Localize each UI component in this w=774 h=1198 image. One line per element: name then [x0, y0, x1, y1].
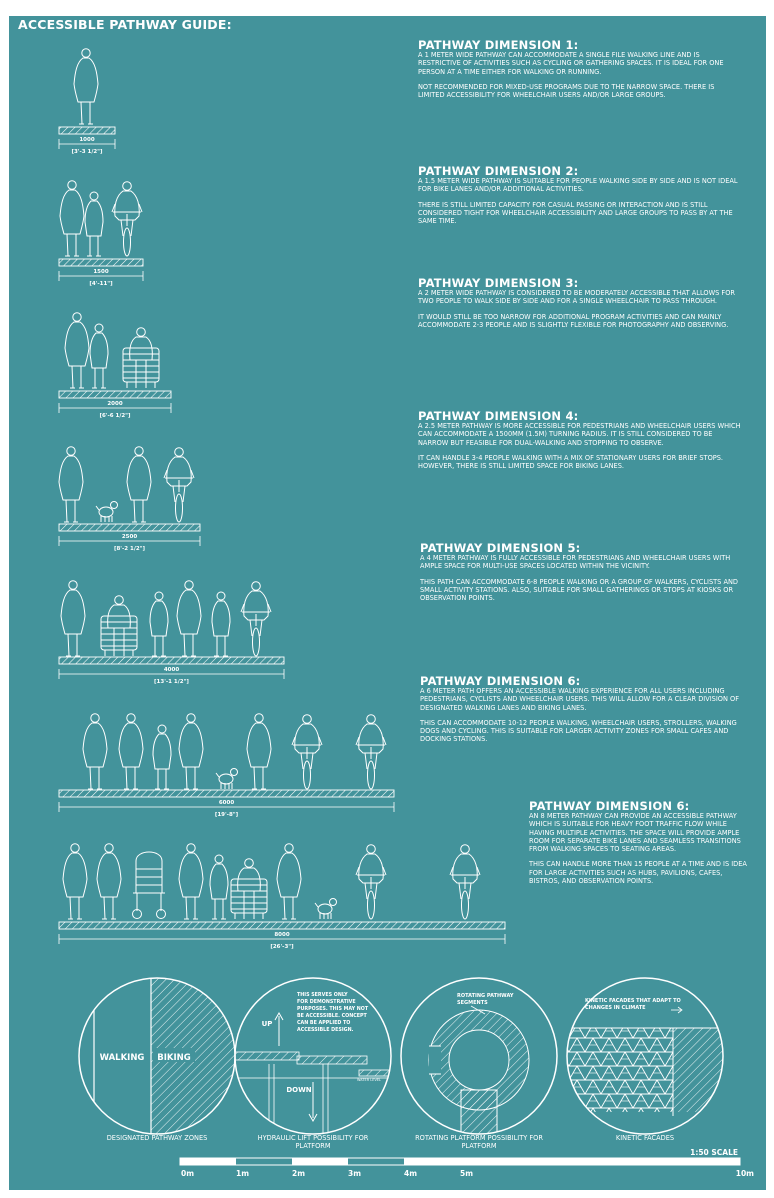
scale-tick: 10m	[735, 1169, 754, 1178]
pedestrian-figure	[179, 844, 203, 919]
section-paragraph: A 6 METER PATH OFFERS AN ACCESSIBLE WALKING EXPERIENCE FOR ALL USERS INCLUDING PEDESTRIANS, CYCLISTS AND WHEELCHAIR USERS. THIS WILL ALLOW FOR A CLEAR DIVISION OF DESIGNATED WALKING LANES AND BIKING LANES.	[420, 687, 740, 712]
scale-tick: 1m	[236, 1169, 250, 1178]
lift-note-line: CAN BE APPLIED TO	[297, 1021, 351, 1026]
pedestrian-figure	[150, 592, 168, 656]
biking-zone-label: BIKING	[157, 1053, 191, 1063]
dimension-mm-label: 2000	[107, 401, 123, 407]
circle-kinetic-facades	[565, 978, 733, 1134]
ground-slab	[59, 259, 143, 266]
stroller-figure	[133, 852, 166, 919]
caption-hydraulic-lift: HYDRAULIC LIFT POSSIBILITY FOR PLATFORM	[257, 1134, 369, 1150]
scale-label: 1:50 SCALE	[690, 1148, 738, 1157]
section-heading: PATHWAY DIMENSION 2:	[418, 164, 579, 178]
section-heading: PATHWAY DIMENSION 6:	[529, 799, 690, 813]
section-paragraph: THIS CAN ACCOMMODATE 10-12 PEOPLE WALKING, WHEELCHAIR USERS, STROLLERS, WALKING DOGS AND CYCLING. THIS IS SUITABLE FOR LARGER ACTIVITY ZONES FOR SMALL CAFES AND DOCKING STATIONS.	[420, 718, 737, 744]
lift-note-line: PURPOSES. THIS MAY NOT	[297, 1007, 369, 1012]
lift-note-line: BE ACCESSIBLE. CONCEPT	[297, 1014, 367, 1019]
caption-pathway-zones: DESIGNATED PATHWAY ZONES	[106, 1134, 208, 1142]
figures	[59, 49, 480, 919]
lift-note-line: THIS SERVES ONLY	[297, 993, 348, 998]
kinetic-note-line: KINETIC FACADES THAT ADAPT TO	[585, 998, 681, 1004]
lift-note-line: FOR DEMONSTRATIVE	[297, 1000, 356, 1005]
circle-pathway-zones	[79, 976, 241, 1136]
pedestrian-figure	[97, 844, 121, 919]
cyclist-figure	[450, 845, 480, 919]
cyclist-figure	[241, 582, 271, 656]
section-dimension-4	[418, 410, 743, 477]
ground-slab	[59, 790, 394, 797]
section-paragraph: THIS PATH CAN ACCOMMODATE 6-8 PEOPLE WALKING OR A GROUP OF WALKERS, CYCLISTS AND SMALL ACTIVITY STATIONS. ALSO, SUITABLE FOR SMALL GATHERINGS OR STOPS AT KIOSKS OR OBSERVATION POINTS.	[420, 577, 738, 603]
dimension-mm-label: 4000	[163, 667, 180, 673]
scale-tick: 2m	[292, 1169, 306, 1178]
pedestrian-figure	[61, 581, 85, 656]
dimension-imperial-label: [19'-8"]	[214, 812, 239, 818]
wheelchair-user-figure	[123, 328, 159, 388]
pedestrian-figure	[247, 714, 271, 789]
section-heading: PATHWAY DIMENSION 4:	[418, 409, 579, 423]
lift-up-label: UP	[261, 1020, 273, 1028]
pedestrian-figure	[85, 192, 103, 256]
caption-rotating-platform: ROTATING PLATFORM POSSIBILITY FOR PLATFORM	[415, 1134, 543, 1150]
section-dimension-3	[418, 277, 743, 336]
section-dimension-1	[418, 39, 743, 106]
water-level-label: WATER LEVEL	[357, 1078, 382, 1082]
poster-title: ACCESSIBLE PATHWAY GUIDE:	[18, 17, 232, 32]
pedestrian-figure	[210, 855, 228, 919]
section-paragraph: THIS CAN HANDLE MORE THAN 15 PEOPLE AT A TIME AND IS IDEA FOR LARGE ACTIVITIES SUCH AS HUBS, PAVILIONS, CAFES, BISTROS, AND OBSERVATION POINTS.	[529, 860, 747, 886]
circle-hydraulic-lift	[235, 978, 399, 1136]
ground-slab	[59, 127, 115, 134]
dimension-imperial-label: [13'-1 1/2"]	[154, 679, 189, 685]
dog-figure	[216, 769, 238, 790]
pedestrian-figure	[63, 844, 87, 919]
pedestrian-figure	[177, 581, 201, 656]
cyclist-figure	[356, 715, 386, 789]
dimension-mm-label: 8000	[274, 932, 290, 938]
cyclist-figure	[356, 845, 386, 919]
section-paragraph: A 1.5 METER WIDE PATHWAY IS SUITABLE FOR PEOPLE WALKING SIDE BY SIDE AND IS NOT IDEAL FOR BIKE LANES AND/OR ADDITIONAL ACTIVITIES.	[418, 177, 738, 194]
pedestrian-figure	[74, 49, 98, 124]
cyclist-figure	[292, 715, 322, 789]
section-heading: PATHWAY DIMENSION 5:	[420, 541, 581, 555]
section-heading: PATHWAY DIMENSION 1:	[418, 38, 579, 52]
ground-slab	[59, 391, 171, 398]
ground-slab	[59, 922, 505, 929]
kinetic-note-line: CHANGES IN CLIMATE	[585, 1005, 646, 1011]
pedestrian-figure	[127, 447, 151, 522]
lift-note-line: ACCESSIBLE DESIGN.	[297, 1028, 354, 1033]
pedestrian-figure	[59, 447, 83, 522]
ground-slab	[59, 657, 284, 664]
dog-figure	[315, 899, 337, 920]
pedestrian-figure	[277, 844, 301, 919]
section-paragraph: A 2.5 METER PATHWAY IS MORE ACCESSIBLE FOR PEDESTRIANS AND WHEELCHAIR USERS WHICH CAN ACCOMMODATE A 1500MM (1.5M) TURNING RADIUS. IT IS STILL CONSIDERED TO BE NARROW BUT FEASIBLE FOR DUAL-WALKING AND STOPPING TO OBSERVE.	[418, 422, 741, 447]
dimension-imperial-label: [8'-2 1/2"]	[113, 546, 146, 552]
poster-board	[9, 16, 766, 1190]
ground-slabs	[59, 127, 505, 929]
pedestrian-figure	[65, 313, 89, 388]
caption-kinetic-facades: KINETIC FACADES	[615, 1134, 675, 1142]
section-paragraph: AN 8 METER PATHWAY CAN PROVIDE AN ACCESSIBLE PATHWAY WHICH IS SUITABLE FOR HEAVY FOOT TRAFFIC FLOW WHILE HAVING MULTIPLE ACTIVITIES. THE SPACE WILL PROVIDE AMPLE ROOM FOR SEPARATE BIKE LANES AND SEAMLESS TRANSITIONS FROM WALKING SPACES TO SEATING AREAS.	[529, 812, 741, 854]
scale-tick: 5m	[460, 1169, 474, 1178]
section-paragraph: IT CAN HANDLE 3-4 PEOPLE WALKING WITH A MIX OF STATIONARY USERS FOR BRIEF STOPS. HOWEVER, THERE IS STILL LIMITED SPACE FOR BIKING LANES.	[418, 453, 724, 471]
section-paragraph: IT WOULD STILL BE TOO NARROW FOR ADDITIONAL PROGRAM ACTIVITIES AND CAN MAINLY ACCOMMODATE 2-3 PEOPLE AND IS SLIGHTLY FLEXIBLE FOR PHOTOGRAPHY AND OBSERVING.	[418, 312, 729, 329]
section-paragraph: THERE IS STILL LIMITED CAPACITY FOR CASUAL PASSING OR INTERACTION AND IS STILL CONSIDERED TIGHT FOR WHEELCHAIR ACCESSIBILITY AND LARGE GROUPS TO PASS BY AT THE SAME TIME.	[418, 200, 733, 226]
circle-rotating-platform	[401, 978, 557, 1140]
section-dimension-2	[418, 165, 743, 232]
ground-slab	[59, 524, 200, 531]
scale-bar	[180, 1148, 754, 1178]
pedestrian-figure	[179, 714, 203, 789]
section-dimension-6	[420, 675, 745, 751]
pedestrian-figure	[119, 714, 143, 789]
rotating-note-line: ROTATING PATHWAY	[457, 993, 514, 999]
dimension-mm-label: 1000	[79, 137, 95, 143]
section-dimension-8	[529, 800, 754, 892]
lift-down-label: DOWN	[286, 1086, 312, 1094]
cyclist-figure	[112, 182, 142, 256]
cyclist-figure	[164, 448, 194, 522]
scale-tick: 3m	[348, 1169, 362, 1178]
pedestrian-figure	[60, 181, 84, 256]
dimension-mm-label: 6000	[218, 800, 235, 806]
scale-tick: 4m	[404, 1169, 418, 1178]
pedestrian-figure	[153, 725, 171, 789]
pedestrian-figure	[83, 714, 107, 789]
section-heading: PATHWAY DIMENSION 6:	[420, 674, 581, 688]
section-paragraph: A 1 METER WIDE PATHWAY CAN ACCOMMODATE A SINGLE FILE WALKING LINE AND IS RESTRICTIVE OF ACTIVITIES SUCH AS CYCLING OR GATHERING SPACES. IT IS IDEAL FOR ONE PERSON AT A TIME EITHER FOR WALKING OR RUNNING.	[418, 51, 724, 76]
wheelchair-user-figure	[101, 596, 137, 656]
scale-tick: 0m	[181, 1169, 195, 1178]
dog-figure	[96, 502, 118, 523]
section-paragraph: NOT RECOMMENDED FOR MIXED-USE PROGRAMS DUE TO THE NARROW SPACE. THERE IS LIMITED ACCESSIBILITY FOR WHEELCHAIR USERS AND/OR LARGE GROUPS.	[418, 82, 715, 100]
wheelchair-user-figure	[231, 859, 267, 919]
rotating-note-line: SEGMENTS	[457, 1000, 488, 1006]
dimension-mm-label: 1500	[93, 269, 109, 275]
dimension-imperial-label: [26'-3"]	[270, 944, 294, 950]
dimension-imperial-label: [3'-3 1/2"]	[71, 149, 103, 155]
dimension-mm-label: 2500	[121, 534, 138, 540]
section-dimension-5	[420, 542, 745, 609]
walking-zone-label: WALKING	[99, 1053, 145, 1063]
pedestrian-figure	[212, 592, 230, 656]
section-heading: PATHWAY DIMENSION 3:	[418, 276, 579, 290]
section-paragraph: A 2 METER WIDE PATHWAY IS CONSIDERED TO BE MODERATELY ACCESSIBLE THAT ALLOWS FOR TWO PEOPLE TO WALK SIDE BY SIDE AND FOR A SINGLE WHEELCHAIR TO PASS THROUGH.	[418, 289, 735, 306]
pedestrian-figure	[90, 324, 108, 388]
dimension-imperial-label: [6'-6 1/2"]	[99, 413, 131, 419]
dimension-imperial-label: [4'-11"]	[89, 281, 113, 287]
section-paragraph: A 4 METER PATHWAY IS FULLY ACCESSIBLE FOR PEDESTRIANS AND WHEELCHAIR USERS WITH AMPLE SPACE FOR MULTI-USE SPACES LOCATED WITHIN THE VICINITY.	[420, 554, 731, 571]
